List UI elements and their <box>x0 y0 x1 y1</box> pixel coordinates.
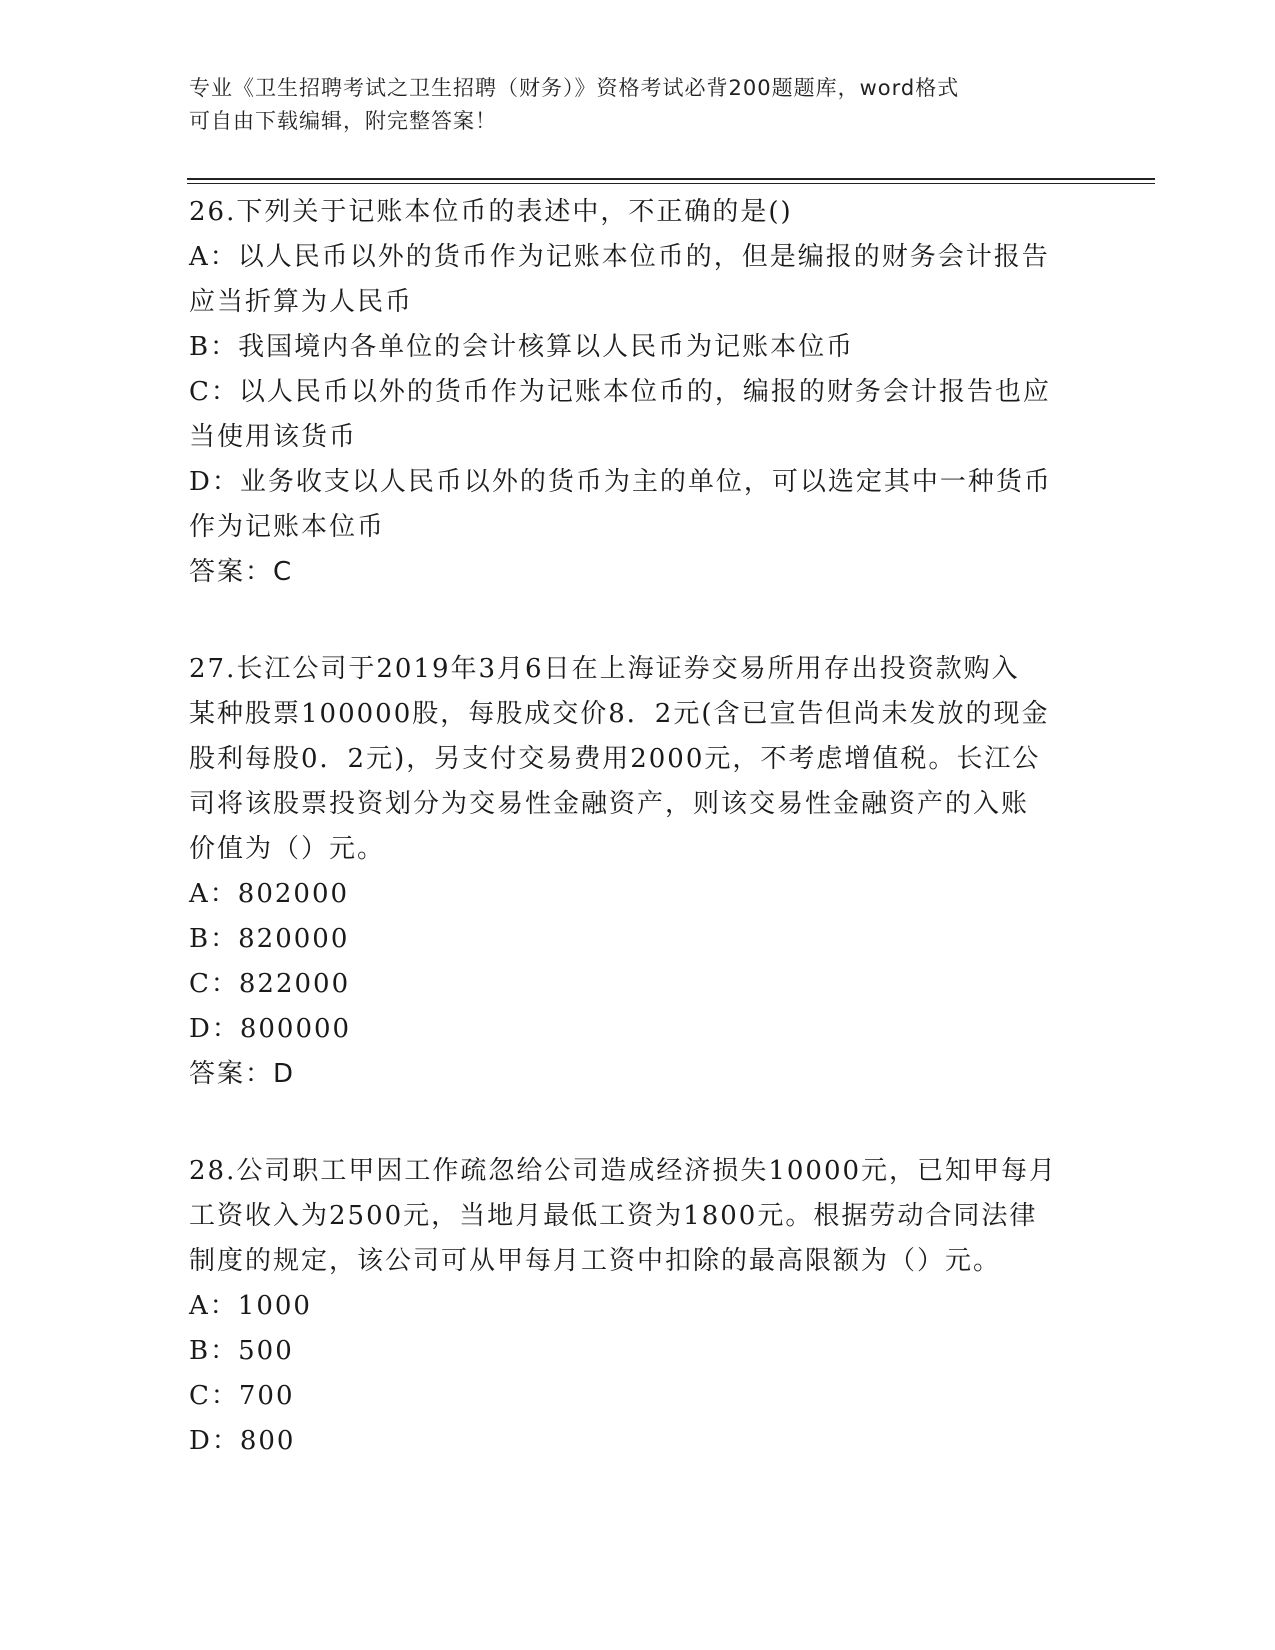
header-line-1: 专业《卫生招聘考试之卫生招聘（财务）》资格考试必背200题题库，word格式 <box>189 76 960 100</box>
option-d-line-1: D：业务收支以人民币以外的货币为主的单位，可以选定其中一种货币 <box>189 467 1052 497</box>
option-b: B：820000 <box>189 924 350 954</box>
header-line-2: 可自由下载编辑，附完整答案！ <box>189 109 497 133</box>
answer-label: 答案：C <box>189 557 294 587</box>
header-divider-thin <box>187 183 1155 184</box>
question-stem-line-3: 股利每股0．2元)，另支付交易费用2000元，不考虑增值税。长江公 <box>189 744 1041 774</box>
question-spacer <box>189 595 1069 647</box>
option-a: A：1000 <box>189 1291 312 1321</box>
question-stem-line-4: 司将该股票投资划分为交易性金融资产，则该交易性金融资产的入账 <box>189 789 1030 819</box>
question-stem-line-5: 价值为（）元。 <box>189 834 386 864</box>
option-c-line-2: 当使用该货币 <box>189 422 358 452</box>
question-stem-line-2: 某种股票100000股，每股成交价8．2元(含已宣告但尚未发放的现金 <box>189 699 1050 729</box>
question-list <box>189 190 1069 1464</box>
option-b: B：500 <box>189 1336 294 1366</box>
option-a: A：802000 <box>189 879 350 909</box>
option-c: C：700 <box>189 1381 295 1411</box>
option-c: C：822000 <box>189 969 351 999</box>
option-c-line-1: C：以人民币以外的货币作为记账本位币的，编报的财务会计报告也应 <box>189 377 1051 407</box>
question-stem-line-1: 27.长江公司于2019年3月6日在上海证券交易所用存出投资款购入 <box>189 654 1020 684</box>
question-stem-line-3: 制度的规定，该公司可从甲每月工资中扣除的最高限额为（）元。 <box>189 1246 1002 1276</box>
option-a-line-1: A：以人民币以外的货币作为记账本位币的，但是编报的财务会计报告 <box>189 242 1050 272</box>
answer-label: 答案：D <box>189 1059 296 1089</box>
question-26 <box>189 190 1069 595</box>
question-stem-line-1: 28.公司职工甲因工作疏忽给公司造成经济损失10000元，已知甲每月 <box>189 1156 1058 1186</box>
question-stem: 26.下列关于记账本位币的表述中，不正确的是() <box>189 197 793 227</box>
document-header <box>189 72 1069 138</box>
option-d-line-2: 作为记账本位币 <box>189 512 386 542</box>
question-28 <box>189 1149 1069 1464</box>
question-27 <box>189 647 1069 1097</box>
header-divider-thick <box>187 178 1155 180</box>
question-spacer <box>189 1097 1069 1149</box>
question-stem-line-2: 工资收入为2500元，当地月最低工资为1800元。根据劳动合同法律 <box>189 1201 1038 1231</box>
option-d: D：800 <box>189 1426 296 1456</box>
option-b: B：我国境内各单位的会计核算以人民币为记账本位币 <box>189 332 855 362</box>
option-a-line-2: 应当折算为人民币 <box>189 287 414 317</box>
option-d: D：800000 <box>189 1014 352 1044</box>
